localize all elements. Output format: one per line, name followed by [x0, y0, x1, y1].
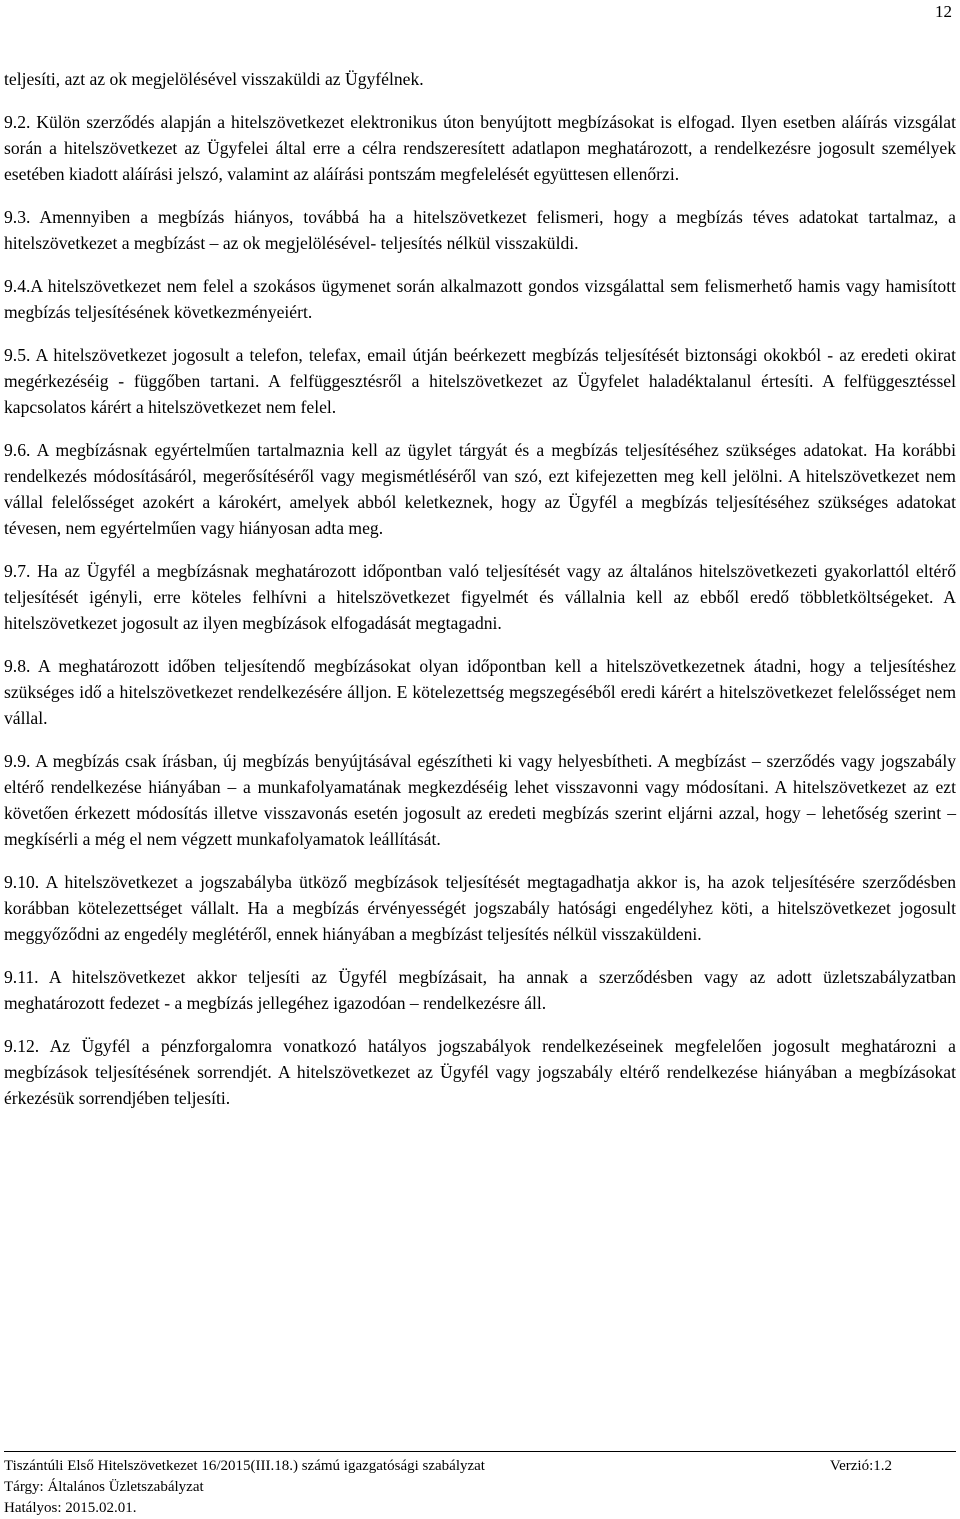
- paragraph-9-12: 9.12. Az Ügyfél a pénzforgalomra vonatkozó hatályos jogszabályok rendelkezéseinek megfelelően jogosult meghatározni a megbízások teljesítésének sorrendjét. A hitelszövetkezet az Ügyfél vagy jogszabály eltérő rendelkezése hiányában a megbízásokat érkezésük sorrendjében teljesíti.: [4, 1036, 956, 1108]
- footer-effective-date: Hatályos: 2015.02.01.: [4, 1500, 137, 1516]
- footer-version: Verzió:1.2: [829, 1458, 892, 1474]
- paragraph-9-2: 9.2. Külön szerződés alapján a hitelszövetkezet elektronikus úton benyújtott megbízásokat is elfogad. Ilyen esetben aláírás vizsgálat során a hitelszövetkezet az Ügyfelei által erre a célra rendszeresített adatlapon meghatározott, a rendelkezésre jogosult személyek esetében kiadott aláírási jelszó, valamint az aláírási pontszám megfelelését együttesen ellenőrzi.: [4, 112, 956, 184]
- paragraph-9-10: 9.10. A hitelszövetkezet a jogszabályba ütköző megbízások teljesítését megtagadhatja akkor is, ha azok teljesítésére szerződésben korábban kötelezettséget vállalt. Ha a megbízás érvényességét jogszabály hatósági engedélyhez köti, a hitelszövetkezet jogosult meggyőződni az engedély meglétéről, ennek hiányában a megbízást teljesítés nélkül visszaküldeni.: [4, 872, 956, 944]
- document-body: [4, 66, 956, 1128]
- paragraph-9-8: 9.8. A meghatározott időben teljesítendő megbízásokat olyan időpontban kell a hitelszövetkezetnek átadni, hogy a teljesítéshez szükséges idő a hitelszövetkezet rendelkezésére álljon. E kötelezettség megszegéséből eredi kárért a hitelszövetkezet felelősséget nem vállal.: [4, 656, 956, 728]
- paragraph-9-11: 9.11. A hitelszövetkezet akkor teljesíti az Ügyfél megbízásait, ha annak a szerződésben vagy az adott üzletszabályzatban meghatározott fedezet - a megbízás jellegéhez igazodóan – rendelkezésre áll.: [4, 967, 956, 1013]
- paragraph-9-9: 9.9. A megbízás csak írásban, új megbízás benyújtásával egészítheti ki vagy helyesbítheti. A megbízást – szerződés vagy jogszabály eltérő rendelkezése hiányában – a munkafolyamatának megkezdéséig lehet visszavonni vagy módosítani. A hitelszövetkezet az ezt követően érkezett módosítás illetve visszavonás esetén jogosult az eredeti megbízás szerint eljárni azzal, hogy – lehetőség szerint – megkísérli a még el nem végzett munkafolyamatok leállítását.: [4, 751, 956, 849]
- footer-subject: Tárgy: Általános Üzletszabályzat: [4, 1479, 204, 1495]
- footer-regulation: Tiszántúli Első Hitelszövetkezet 16/2015(III.18.) számú igazgatósági szabályzat: [4, 1458, 485, 1474]
- paragraph-9-4: 9.4.A hitelszövetkezet nem felel a szokásos ügymenet során alkalmazott gondos vizsgálattal sem felismerhető hamis vagy hamisított megbízás teljesítésének következményeiért.: [4, 276, 956, 322]
- paragraph-9-6: 9.6. A megbízásnak egyértelműen tartalmaznia kell az ügylet tárgyát és a megbízás teljesítéséhez szükséges adatokat. Ha korábbi rendelkezés módosításáról, megerősítéséről vagy megismétléséről van szó, ezt kifejezetten meg kell jelölni. A hitelszövetkezet nem vállal felelősséget azokért a károkért, amelyek abból keletkeznek, hogy az Ügyfél a megbízás teljesítéséhez szükséges adatokat tévesen, nem egyértelműen vagy hiányosan adta meg.: [4, 440, 956, 538]
- paragraph-continuation: teljesíti, azt az ok megjelölésével visszaküldi az Ügyfélnek.: [4, 69, 424, 89]
- paragraph-9-3: 9.3. Amennyiben a megbízás hiányos, továbbá ha a hitelszövetkezet felismeri, hogy a megbízás téves adatokat tartalmaz, a hitelszövetkezet a megbízást – az ok megjelölésével- teljesítés nélkül visszaküldi.: [4, 207, 956, 253]
- page-footer: [4, 1451, 956, 1519]
- paragraph-9-5: 9.5. A hitelszövetkezet jogosult a telefon, telefax, email útján beérkezett megbízás teljesítését biztonsági okokból - az eredeti okirat megérkezéséig - függőben tartani. A felfüggesztésről a hitelszövetkezet az Ügyfelet haladéktalanul értesíti. A felfüggesztéssel kapcsolatos kárért a hitelszövetkezet nem felel.: [4, 345, 956, 417]
- paragraph-9-7: 9.7. Ha az Ügyfél a megbízásnak meghatározott időpontban való teljesítését vagy az általános hitelszövetkezeti gyakorlattól eltérő teljesítését igényli, erre köteles felhívni a hitelszövetkezet figyelmét és vállalnia kell az ebből eredő többletköltségeket. A hitelszövetkezet jogosult az ilyen megbízások elfogadását megtagadni.: [4, 561, 956, 633]
- page-number: 12: [935, 2, 952, 21]
